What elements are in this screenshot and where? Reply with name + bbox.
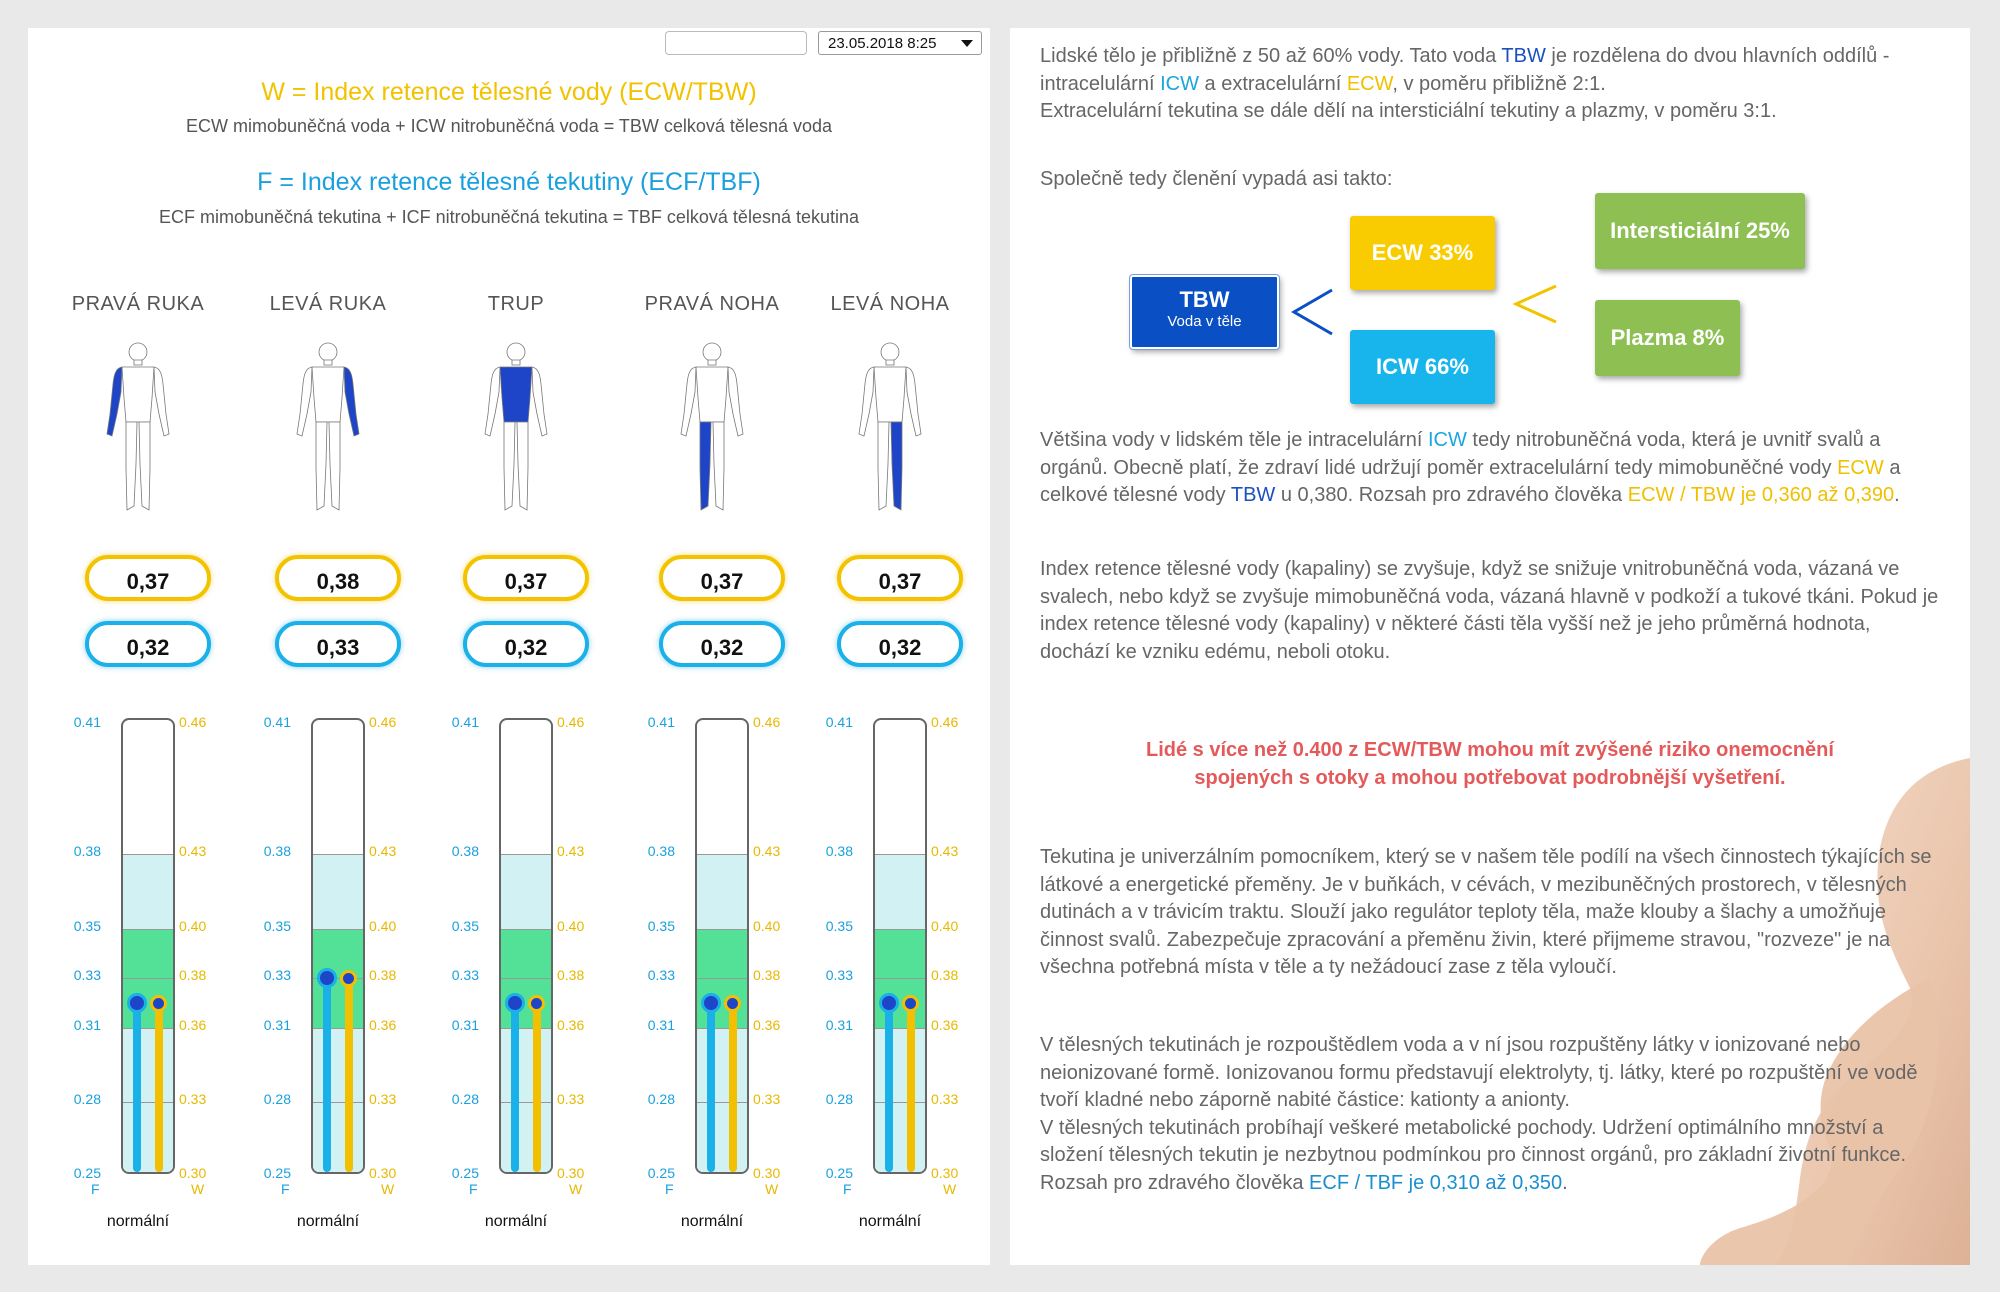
reference-zone <box>697 854 747 928</box>
f-tick-label: 0.38 <box>647 843 675 860</box>
w-tick-label: 0.43 <box>179 843 207 860</box>
retention-gauge <box>43 713 233 1233</box>
f-tick-label: 0.28 <box>825 1090 853 1107</box>
reference-zone <box>313 854 363 928</box>
text: a celkové tělesné vody <box>1040 456 1901 506</box>
retention-gauge <box>421 713 611 1233</box>
f-value-badge: 0,32 <box>659 621 785 667</box>
f-axis-letter: F <box>281 1181 290 1197</box>
text: a extracelulární <box>1198 72 1347 95</box>
body-figure-icon <box>840 338 940 518</box>
f-tick-label: 0.25 <box>263 1165 291 1181</box>
w-tick-label: 0.43 <box>753 843 781 860</box>
reference-zone <box>313 1028 363 1175</box>
f-tick-label: 0.35 <box>451 917 479 934</box>
text: V tělesných tekutinách je rozpouštědlem voda a v ní jsou rozpuštěny látky v ionizované nebo neionizované formě. Ionizovanou formu představují elektrolyty, tj. látky, které po rozpuštění ve vodě tvoří kladné nebo záporně nabité částice: kationty a anionty. <box>1040 1034 1918 1111</box>
info-paragraph-3 <box>1040 427 1940 510</box>
warning-line-1: Lidé s více než 0.400 z ECW/TBW mohou mít zvýšené riziko onemocnění <box>1146 739 1834 761</box>
icw-term: ICW <box>1427 429 1467 451</box>
gauge-tube <box>695 718 749 1174</box>
f-value-badge: 0,33 <box>275 621 401 667</box>
f-index-subtitle: ECF mimobuněčná tekutina + ICF nitrobuněčná tekutina = TBF celková tělesná tekutina <box>158 207 860 227</box>
f-tick-label: 0.35 <box>825 917 853 934</box>
f-tick-label: 0.41 <box>647 714 675 730</box>
body-figure-icon <box>278 338 378 518</box>
gauge-gridline <box>875 929 925 930</box>
f-level-marker <box>879 993 899 1013</box>
f-tick-label: 0.41 <box>825 714 853 730</box>
w-tick-label: 0.40 <box>369 917 397 934</box>
w-tick-label: 0.36 <box>931 1016 959 1033</box>
w-tick-label: 0.40 <box>557 917 585 934</box>
w-level-bar <box>907 1003 915 1172</box>
gauge-gridline <box>313 1028 363 1029</box>
w-axis-letter: W <box>943 1181 957 1197</box>
date-select[interactable] <box>818 31 982 55</box>
segment-label: PRAVÁ RUKA <box>71 293 205 315</box>
text: tedy nitrobuněčná voda, která je uvnitř svalů a orgánů. Obecně platí, že zdraví lidé udržují poměr extracelulární tedy mimobuněčné vody <box>1040 429 1881 479</box>
text: . <box>1894 484 1900 506</box>
f-tick-label: 0.35 <box>263 917 291 934</box>
w-level-marker <box>340 970 357 987</box>
segment-label: LEVÁ NOHA <box>830 293 950 315</box>
f-axis-letter: F <box>469 1181 478 1197</box>
w-axis-letter: W <box>569 1181 583 1197</box>
gauge-tube <box>121 718 175 1174</box>
warning-line-2: spojených s otoky a mohou potřebovat podrobnější vyšetření. <box>1194 767 1786 789</box>
segment-column <box>617 293 807 1230</box>
gauge-gridline <box>875 854 925 855</box>
f-level-marker <box>317 968 337 988</box>
w-value-badge: 0,37 <box>837 555 963 601</box>
info-paragraph-2: Společně tedy členění vypadá asi takto: <box>1040 168 1393 190</box>
f-tick-label: 0.31 <box>451 1016 479 1033</box>
info-paragraph-4: Index retence tělesné vody (kapaliny) se zvyšuje, když se snižuje vnitrobuněčná voda, vázaná ve svalech, nebo když se zvyšuje mimobuněčná voda, vázaná hlavně v podkoží a tukové tkáni. Pokud je index retence tělesné vody (kapaliny) v některé části těla vyšší než je jeho průměrná hodnota, dochází ke vzniku edému, neboli otoku. <box>1040 558 1939 663</box>
w-tick-label: 0.40 <box>753 917 781 934</box>
f-value-badge: 0,32 <box>463 621 589 667</box>
retention-gauge <box>795 713 985 1233</box>
w-tick-label: 0.36 <box>753 1016 781 1033</box>
body-figure-icon <box>88 338 188 518</box>
f-level-bar <box>133 1003 141 1172</box>
w-tick-label: 0.36 <box>557 1016 585 1033</box>
tbw-box-subtitle: Voda v těle <box>1167 313 1242 330</box>
w-index-title: W = Index retence tělesné vody (ECW/TBW) <box>261 78 757 106</box>
chevron-down-icon[interactable] <box>961 40 973 47</box>
reference-zone <box>123 854 173 928</box>
left-panel <box>28 28 990 1265</box>
f-level-bar <box>707 1003 715 1172</box>
gauge-tube <box>311 718 365 1174</box>
gauge-gridline <box>697 1028 747 1029</box>
f-tick-label: 0.28 <box>263 1090 291 1107</box>
f-tick-label: 0.31 <box>825 1016 853 1033</box>
f-tick-label: 0.28 <box>73 1090 101 1107</box>
w-axis-letter: W <box>765 1181 779 1197</box>
status-label: normální <box>106 1213 170 1230</box>
ecw-tbw-range: ECW / TBW je 0,360 až 0,390 <box>1627 484 1895 506</box>
gauge-gridline <box>875 978 925 979</box>
tbw-term: TBW <box>1501 45 1546 67</box>
w-tick-label: 0.46 <box>557 714 585 730</box>
text: je rozdělena do dvou hlavních oddílů - intracelulární <box>1040 45 1890 95</box>
body-figure-icon <box>662 338 762 518</box>
w-tick-label: 0.33 <box>179 1090 207 1107</box>
w-value-badge: 0,38 <box>275 555 401 601</box>
w-tick-label: 0.46 <box>179 714 207 730</box>
tbw-box <box>1130 275 1279 349</box>
text: , v poměru přibližně 2:1. <box>1392 72 1606 95</box>
w-level-marker <box>902 995 919 1012</box>
retention-gauge <box>617 713 807 1233</box>
w-tick-label: 0.30 <box>179 1165 207 1181</box>
retention-gauge <box>233 713 423 1233</box>
gauge-gridline <box>313 854 363 855</box>
segment-label: LEVÁ RUKA <box>269 293 387 315</box>
gauge-gridline <box>123 978 173 979</box>
w-tick-label: 0.33 <box>753 1090 781 1107</box>
w-value-badge: 0,37 <box>463 555 589 601</box>
gauge-tube <box>873 718 927 1174</box>
w-level-bar <box>345 978 353 1172</box>
segment-column <box>795 293 985 1230</box>
f-tick-label: 0.28 <box>647 1090 675 1107</box>
reference-zone <box>697 1028 747 1175</box>
gauge-tube <box>499 718 553 1174</box>
w-tick-label: 0.33 <box>931 1090 959 1107</box>
w-axis-letter: W <box>381 1181 395 1197</box>
f-tick-label: 0.33 <box>451 967 479 983</box>
gauge-gridline <box>875 1102 925 1103</box>
f-tick-label: 0.31 <box>73 1016 101 1033</box>
f-level-marker <box>505 993 525 1013</box>
gauge-gridline <box>697 854 747 855</box>
reference-zone <box>501 1028 551 1175</box>
f-tick-label: 0.25 <box>647 1165 675 1181</box>
w-tick-label: 0.46 <box>931 714 959 730</box>
f-level-bar <box>511 1003 519 1172</box>
segment-column <box>421 293 611 1230</box>
f-level-marker <box>127 993 147 1013</box>
gauge-gridline <box>501 929 551 930</box>
tbw-box-title: TBW <box>1179 287 1230 312</box>
gauge-gridline <box>501 978 551 979</box>
f-tick-label: 0.41 <box>73 714 101 730</box>
f-tick-label: 0.28 <box>451 1090 479 1107</box>
gauge-gridline <box>875 1028 925 1029</box>
w-tick-label: 0.38 <box>369 967 397 983</box>
gauge-gridline <box>123 854 173 855</box>
w-tick-label: 0.46 <box>753 714 781 730</box>
w-tick-label: 0.30 <box>369 1165 397 1181</box>
gauge-gridline <box>123 1028 173 1029</box>
gauge-gridline <box>697 978 747 979</box>
plasma-box: Plazma 8% <box>1595 300 1740 376</box>
w-tick-label: 0.30 <box>753 1165 781 1181</box>
w-level-marker <box>724 995 741 1012</box>
segment-label: TRUP <box>487 293 545 315</box>
ecw-term: ECW <box>1346 72 1393 95</box>
date-select-value: 23.05.2018 8:25 <box>828 35 937 52</box>
f-level-bar <box>885 1003 893 1172</box>
reference-zone <box>875 1028 925 1175</box>
gauge-gridline <box>313 1102 363 1103</box>
w-tick-label: 0.30 <box>931 1165 959 1181</box>
w-axis-letter: W <box>191 1181 205 1197</box>
f-tick-label: 0.33 <box>825 967 853 983</box>
icw-box: ICW 66% <box>1350 330 1495 404</box>
f-axis-letter: F <box>665 1181 674 1197</box>
interstitial-box: Intersticiální 25% <box>1595 193 1805 269</box>
reference-zone <box>123 1028 173 1175</box>
text: . <box>1562 1171 1568 1194</box>
f-tick-label: 0.35 <box>73 917 101 934</box>
w-value-badge: 0,37 <box>659 555 785 601</box>
w-tick-label: 0.43 <box>931 843 959 860</box>
f-level-marker <box>701 993 721 1013</box>
segment-label: PRAVÁ NOHA <box>644 293 780 315</box>
w-level-bar <box>729 1003 737 1172</box>
body-figure-icon <box>466 338 566 518</box>
text: u 0,380. Rozsah pro zdravého člověka <box>1275 484 1628 506</box>
f-index-title: F = Index retence tělesné tekutiny (ECF/TBF) <box>257 168 761 196</box>
reference-zone <box>875 854 925 928</box>
text: Většina vody v lidském těle je intracelulární <box>1040 429 1428 451</box>
f-axis-letter: F <box>91 1181 100 1197</box>
icw-term: ICW <box>1160 72 1199 95</box>
f-value-badge: 0,32 <box>837 621 963 667</box>
w-level-marker <box>150 995 167 1012</box>
info-paragraph-5: Tekutina je univerzálním pomocníkem, který se v našem těle podílí na všech činnostech týkajících se látkové a energetické přeměny. Je v buňkách, v cévách, v mezibuněčných prostorech, v tělesných dutinách a v trávicím traktu. Slouží jako regulátor teploty těla, maže klouby a šlachy a umožňuje činnost svalů. Zabezpečuje zpracování a přeměnu živin, které přijmeme stravou, "rozveze" je na všechna potřebná místa v těle a ty nežádoucí zase z těla vyloučí. <box>1040 846 1932 978</box>
w-tick-label: 0.40 <box>931 917 959 934</box>
segment-column <box>43 293 233 1230</box>
f-tick-label: 0.31 <box>647 1016 675 1033</box>
f-level-bar <box>323 978 331 1172</box>
ecf-tbf-range: ECF / TBF je 0,310 až 0,350 <box>1309 1171 1563 1194</box>
info-paragraph-6 <box>1040 1032 1940 1197</box>
gauge-gridline <box>123 929 173 930</box>
status-label: normální <box>484 1213 548 1230</box>
w-tick-label: 0.33 <box>369 1090 397 1107</box>
w-tick-label: 0.38 <box>557 967 585 983</box>
chevron-left-icon <box>1510 282 1560 326</box>
status-label: normální <box>858 1213 922 1230</box>
search-input[interactable] <box>665 31 807 55</box>
reference-zone <box>501 854 551 928</box>
w-tick-label: 0.43 <box>369 843 397 860</box>
w-tick-label: 0.30 <box>557 1165 585 1181</box>
text: Extracelulární tekutina se dále dělí na intersticiální tekutiny a plazmy, v poměru 3:1. <box>1040 100 1777 122</box>
gauge-gridline <box>697 1102 747 1103</box>
tbw-term: TBW <box>1230 484 1276 506</box>
f-tick-label: 0.25 <box>73 1165 101 1181</box>
info-paragraph-1 <box>1040 43 1940 126</box>
text: Lidské tělo je přibližně z 50 až 60% vody. Tato voda <box>1040 45 1502 67</box>
w-tick-label: 0.36 <box>179 1016 207 1033</box>
ecw-box: ECW 33% <box>1350 216 1495 290</box>
f-tick-label: 0.38 <box>451 843 479 860</box>
f-tick-label: 0.41 <box>263 714 291 730</box>
status-label: normální <box>296 1213 360 1230</box>
f-tick-label: 0.33 <box>73 967 101 983</box>
text: V tělesných tekutinách probíhají veškeré metabolické pochody. Udržení optimálního množství a složení tělesných tekutin je nezbytnou podmínkou pro činnost orgánů, pro základní životní funkce. Rozsah pro zdravého člověka <box>1040 1116 1907 1194</box>
w-tick-label: 0.40 <box>179 917 207 934</box>
w-tick-label: 0.33 <box>557 1090 585 1107</box>
f-tick-label: 0.38 <box>825 843 853 860</box>
w-tick-label: 0.38 <box>179 967 207 983</box>
w-tick-label: 0.38 <box>931 967 959 983</box>
f-tick-label: 0.33 <box>263 967 291 983</box>
f-tick-label: 0.38 <box>263 843 291 860</box>
w-tick-label: 0.46 <box>369 714 397 730</box>
w-tick-label: 0.43 <box>557 843 585 860</box>
gauge-gridline <box>501 1102 551 1103</box>
f-tick-label: 0.33 <box>647 967 675 983</box>
gauge-gridline <box>697 929 747 930</box>
w-tick-label: 0.38 <box>753 967 781 983</box>
w-level-bar <box>155 1003 163 1172</box>
f-tick-label: 0.25 <box>825 1165 853 1181</box>
w-value-badge: 0,37 <box>85 555 211 601</box>
segment-column <box>233 293 423 1230</box>
f-value-badge: 0,32 <box>85 621 211 667</box>
f-tick-label: 0.35 <box>647 917 675 934</box>
w-level-marker <box>528 995 545 1012</box>
gauge-gridline <box>501 854 551 855</box>
f-tick-label: 0.31 <box>263 1016 291 1033</box>
gauge-gridline <box>123 1102 173 1103</box>
f-axis-letter: F <box>843 1181 852 1197</box>
gauge-gridline <box>313 929 363 930</box>
f-tick-label: 0.38 <box>73 843 101 860</box>
f-tick-label: 0.25 <box>451 1165 479 1181</box>
w-tick-label: 0.36 <box>369 1016 397 1033</box>
gauge-gridline <box>501 1028 551 1029</box>
chevron-left-icon <box>1288 286 1338 338</box>
f-tick-label: 0.41 <box>451 714 479 730</box>
ecw-term: ECW <box>1837 456 1884 479</box>
w-level-bar <box>533 1003 541 1172</box>
w-index-subtitle: ECW mimobuněčná voda + ICW nitrobuněčná voda = TBW celková tělesná voda <box>186 116 832 136</box>
status-label: normální <box>680 1213 744 1230</box>
right-panel <box>1010 28 1970 1265</box>
